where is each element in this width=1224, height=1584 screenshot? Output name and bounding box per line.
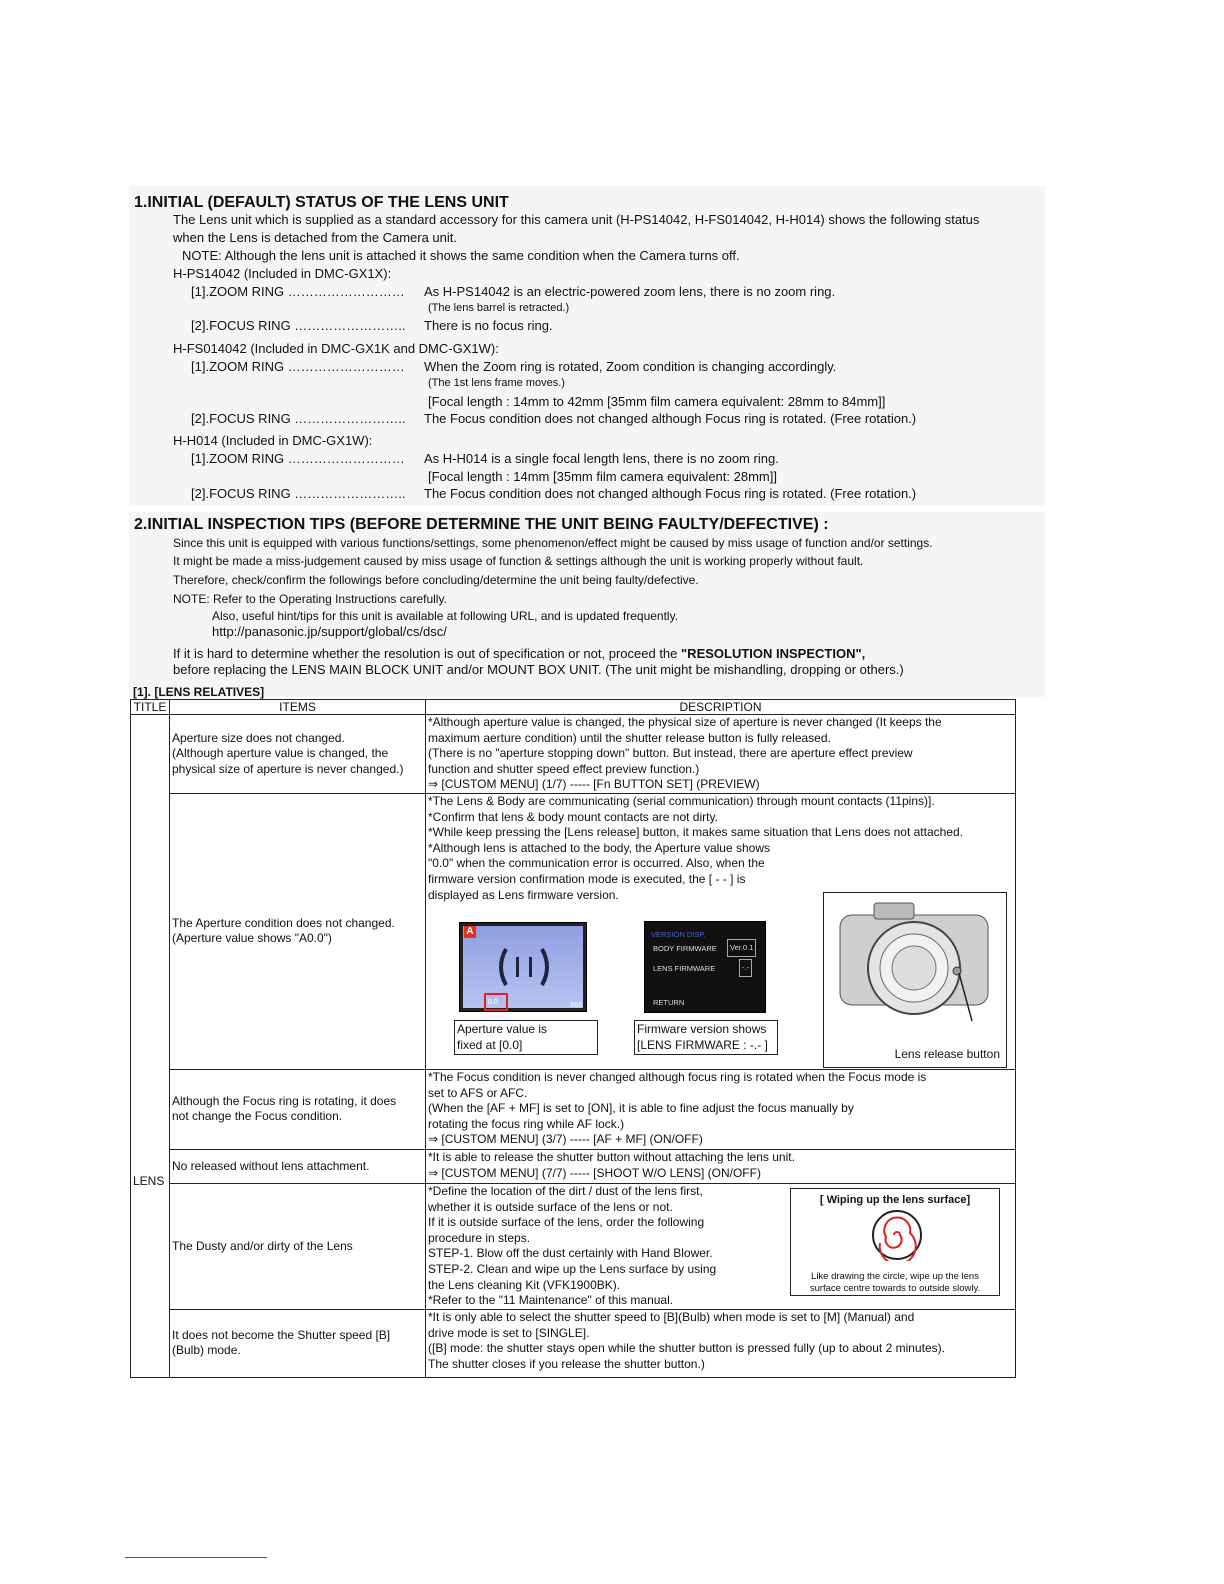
item-line: The Dusty and/or dirty of the Lens (172, 1239, 353, 1254)
section1-intro-line1: The Lens unit which is supplied as a standard accessory for this camera unit (H-PS14042, H-FS014042, H-H014) shows the following status (173, 212, 980, 227)
desc-cell (426, 1069, 1016, 1149)
firmware-screen (644, 921, 766, 1013)
desc-line: *It is only able to select the shutter speed to [B](Bulb) when mode is set to [M] (Manual) and (428, 1309, 915, 1324)
desc-line: *Refer to the "11 Maintenance" of this manual. (428, 1293, 674, 1308)
aperture-caption (454, 1020, 598, 1055)
table-row (131, 715, 1016, 794)
lens2-zoom-sub: (The 1st lens frame moves.) (428, 377, 565, 389)
resolution-note-line1 (173, 646, 865, 661)
section1-title: 1.INITIAL (DEFAULT) STATUS OF THE LENS UNIT (134, 194, 509, 211)
title-lens: LENS (133, 1173, 165, 1188)
lens3-focus-label: [2].FOCUS RING …………………….. (191, 486, 406, 501)
section1-intro-line2: when the Lens is detached from the Camera unit. (173, 230, 457, 245)
header-items: ITEMS (170, 700, 426, 715)
shots-remaining: 666 (570, 1001, 582, 1009)
lens2-zoom-sub2: [Focal length : 14mm to 42mm [35mm film camera equivalent: 28mm to 84mm]] (428, 394, 886, 409)
wipe-title: [ Wiping up the lens surface] (819, 1193, 971, 1206)
desc-line: The shutter closes if you release the shutter button.) (428, 1356, 705, 1371)
section2-note1: NOTE: Refer to the Operating Instructions carefully. (173, 592, 447, 606)
item-line: not change the Focus condition. (172, 1109, 343, 1124)
item-cell (170, 715, 426, 794)
section2-title: 2.INITIAL INSPECTION TIPS (BEFORE DETERMINE THE UNIT BEING FAULTY/DEFECTIVE) : (134, 516, 829, 533)
desc-line: ⇒ [CUSTOM MENU] (7/7) ----- [SHOOT W/O LENS] (ON/OFF) (428, 1165, 761, 1180)
lens3-zoom-label: [1].ZOOM RING ……………………… (191, 451, 405, 466)
lens-firmware-label: LENS FIRMWARE (653, 963, 716, 973)
lens1-zoom-desc: As H-PS14042 is an electric-powered zoom lens, there is no zoom ring. (424, 284, 836, 299)
section2-p1: Since this unit is equipped with various functions/settings, some phenomenon/effect might be caused by miss usage of function and/or settings. (173, 536, 933, 550)
desc-cell (426, 715, 1016, 794)
lens1-zoom-sub: (The lens barrel is retracted.) (428, 302, 570, 314)
section1-note: NOTE: Although the lens unit is attached it shows the same condition when the Camera turns off. (182, 248, 740, 263)
item-line: Although the Focus ring is rotating, it does (172, 1093, 397, 1108)
lens-firmware-value: -.- (739, 959, 752, 977)
lens1-zoom-label: [1].ZOOM RING ……………………… (191, 284, 405, 299)
lens2-focus-label: [2].FOCUS RING …………………….. (191, 411, 406, 426)
header-description: DESCRIPTION (426, 700, 1016, 715)
table-row (131, 793, 1016, 1069)
lens-release-caption: Lens release button (894, 1047, 1000, 1062)
desc-line: (There is no "aperture stopping down" button. But instead, there are aperture effect preview (428, 746, 913, 761)
header-title: TITLE (131, 700, 170, 715)
item-line: (Although aperture value is changed, the (172, 746, 389, 761)
desc-line: displayed as Lens firmware version. (428, 887, 619, 902)
wipe-caption-line: surface centre towards to outside slowly. (809, 1282, 981, 1294)
af-brackets-icon (496, 945, 552, 989)
camera-photo-box (823, 892, 1007, 1068)
desc-line: rotating the focus ring while AF lock.) (428, 1116, 625, 1131)
wipe-caption-line: Like drawing the circle, wipe up the lens (811, 1270, 979, 1282)
item-cell (170, 1309, 426, 1377)
lens1-name: H-PS14042 (Included in DMC-GX1X): (173, 266, 392, 281)
item-line: It does not become the Shutter speed [B] (172, 1327, 391, 1342)
lens3-focus-desc: The Focus condition does not changed although Focus ring is rotated. (Free rotation.) (424, 486, 917, 501)
desc-line: STEP-2. Clean and wipe up the Lens surface by using (428, 1261, 717, 1276)
resolution-note-text: If it is hard to determine whether the resolution is out of specification or not, proceed the (173, 646, 682, 661)
resolution-note-line2: before replacing the LENS MAIN BLOCK UNIT and/or MOUNT BOX UNIT. (The unit might be mishandling, dropping or others.) (173, 662, 904, 677)
lens3-zoom-sub: [Focal length : 14mm [35mm film camera equivalent: 28mm]] (428, 469, 777, 484)
lens2-name: H-FS014042 (Included in DMC-GX1K and DMC-GX1W): (173, 341, 499, 356)
lens3-name: H-H014 (Included in DMC-GX1W): (173, 433, 373, 448)
desc-line: *Define the location of the dirt / dust of the lens first, (428, 1183, 703, 1198)
item-cell (170, 1183, 426, 1309)
aperture-value: 0.0 (488, 998, 498, 1006)
item-line: The Aperture condition does not changed. (172, 915, 395, 930)
desc-line: *Although lens is attached to the body, the Aperture value shows (428, 840, 770, 855)
item-cell (170, 793, 426, 1069)
wipe-lens-box (790, 1188, 1000, 1296)
return-label: RETURN (653, 997, 685, 1007)
body-firmware-label: BODY FIRMWARE (653, 943, 717, 953)
item-cell (170, 1069, 426, 1149)
desc-line: *Confirm that lens & body mount contacts are not dirty. (428, 809, 718, 824)
screen-header: VERSION DISP. (651, 929, 706, 939)
desc-line: *The Focus condition is never changed although focus ring is rotated when the Focus mode is (428, 1069, 927, 1084)
desc-block (428, 1184, 1013, 1309)
lens2-focus-desc: The Focus condition does not changed although Focus ring is rotated. (Free rotation.) (424, 411, 917, 426)
desc-line: STEP-1. Blow off the dust certainly with Hand Blower. (428, 1246, 713, 1261)
lens3-zoom-desc: As H-H014 is a single focal length lens, there is no zoom ring. (424, 451, 779, 466)
mode-a-icon: A (464, 926, 476, 938)
item-line: (Bulb) mode. (172, 1343, 241, 1358)
desc-line: function and shutter speed effect preview function.) (428, 761, 700, 776)
desc-line: *It is able to release the shutter button without attaching the lens unit. (428, 1149, 795, 1164)
firmware-caption (634, 1020, 778, 1055)
desc-line: *The Lens & Body are communicating (serial communication) through mount contacts (11pins)]. (428, 793, 935, 808)
footer-link-underline (125, 1557, 267, 1558)
section2-note2: Also, useful hint/tips for this unit is available at following URL, and is updated frequently. (212, 609, 679, 623)
caption-line: fixed at [0.0] (457, 1037, 523, 1052)
body-firmware-value: Ver.0.1 (727, 939, 756, 957)
lens2-zoom-desc: When the Zoom ring is rotated, Zoom condition is changing accordingly. (424, 359, 837, 374)
desc-line: firmware version confirmation mode is executed, the [ - - ] is (428, 871, 746, 886)
resolution-inspection-label: "RESOLUTION INSPECTION", (681, 646, 866, 661)
caption-line: Firmware version shows (637, 1021, 767, 1036)
item-line: No released without lens attachment. (172, 1159, 370, 1174)
lens1-focus-desc: There is no focus ring. (424, 318, 553, 333)
support-url[interactable]: http://panasonic.jp/support/global/cs/dsc/ (212, 624, 447, 639)
desc-line: maximum aerture condition) until the shutter release button is fully released. (428, 730, 831, 745)
item-line: Aperture size does not changed. (172, 730, 345, 745)
desc-line: ([B] mode: the shutter stays open while the shutter button is pressed fully (up to about 2 minutes). (428, 1341, 945, 1356)
wipe-circle-icon (871, 1209, 923, 1261)
desc-cell (426, 1183, 1016, 1309)
section2-p2: It might be made a miss-judgement caused by miss usage of function & settings although the unit is working properly without fault. (173, 554, 864, 568)
caption-line: [LENS FIRMWARE : -.- ] (637, 1037, 768, 1052)
desc-line: procedure in steps. (428, 1230, 531, 1245)
caption-line: Aperture value is (457, 1021, 548, 1036)
lens2-zoom-label: [1].ZOOM RING ……………………… (191, 359, 405, 374)
table-row (131, 1183, 1016, 1309)
table-header-row (131, 700, 1016, 715)
desc-cell (426, 1309, 1016, 1377)
title-cell (131, 715, 170, 1378)
desc-line: set to AFS or AFC. (428, 1085, 528, 1100)
section2-p3: Therefore, check/confirm the followings before concluding/determine the unit being faulty/defective. (173, 573, 699, 587)
desc-line: If it is outside surface of the lens, order the following (428, 1215, 705, 1230)
lens-relatives-table (130, 699, 1016, 1378)
desc-block (428, 794, 1013, 1068)
table-row (131, 1069, 1016, 1149)
desc-line: ⇒ [CUSTOM MENU] (1/7) ----- [Fn BUTTON SET] (PREVIEW) (428, 777, 760, 792)
desc-line: *While keep pressing the [Lens release] button, it makes same situation that Lens does not attached. (428, 825, 963, 840)
camera-illustration (824, 893, 1006, 1043)
desc-line: drive mode is set to [SINGLE]. (428, 1325, 590, 1340)
lens1-focus-label: [2].FOCUS RING …………………….. (191, 318, 406, 333)
desc-line: (When the [AF + MF] is set to [ON], it is able to fine adjust the focus manually by (428, 1101, 854, 1116)
table-row (131, 1149, 1016, 1183)
item-line: (Aperture value shows "A0.0") (172, 931, 332, 946)
desc-line: ⇒ [CUSTOM MENU] (3/7) ----- [AF + MF] (ON/OFF) (428, 1132, 703, 1147)
item-cell (170, 1149, 426, 1183)
desc-line: the Lens cleaning Kit (VFK1900BK). (428, 1277, 621, 1292)
table-caption: [1]. [LENS RELATIVES] (133, 685, 265, 699)
desc-cell (426, 793, 1016, 1069)
desc-cell (426, 1149, 1016, 1183)
table-row (131, 1309, 1016, 1377)
aperture-screen (459, 922, 587, 1012)
desc-line: "0.0" when the communication error is occurred. Also, when the (428, 856, 765, 871)
desc-line: whether it is outside surface of the lens or not. (428, 1199, 673, 1214)
desc-line: *Although aperture value is changed, the physical size of aperture is never changed (It keeps the (428, 715, 942, 729)
item-line: physical size of aperture is never changed.) (172, 761, 404, 776)
